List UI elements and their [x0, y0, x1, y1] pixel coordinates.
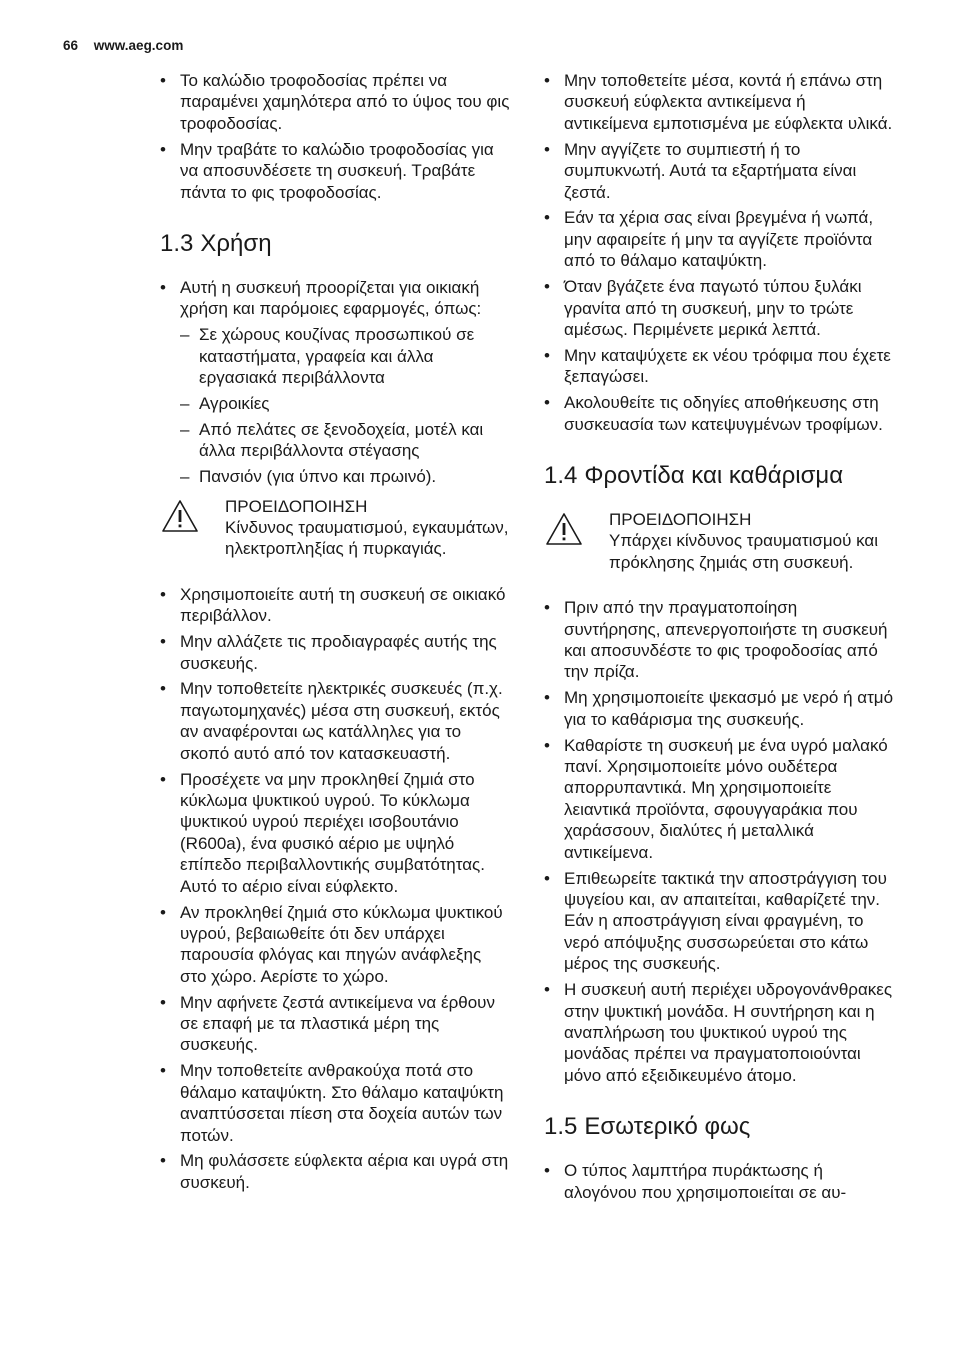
list-item: • Μην τοποθετείτε ανθρακούχα ποτά στο θάλαμο καταψύκτη. Στο θάλαμο καταψύκτη αναπτύσσεται πίεση στα δοχεία αυτών των ποτών. — [160, 1060, 510, 1146]
section-number: 1.4 — [544, 462, 578, 489]
list-item: • Μην αλλάζετε τις προδιαγραφές αυτής της συσκευής. — [160, 631, 510, 674]
warning-box — [160, 496, 510, 560]
list-item: • Αν προκληθεί ζημιά στο κύκλωμα ψυκτικού υγρού, βεβαιωθείτε ότι δεν υπάρχει παρουσία φλόγας και πηγών ανάφλεξης στο χώρο. Αερίστε το χώρο. — [160, 902, 510, 988]
sub-list-item: – Σε χώρους κουζίνας προσωπικού σε καταστήματα, γραφεία και άλλα εργασιακά περιβάλλοντα — [180, 324, 510, 388]
warning-triangle-icon — [160, 498, 200, 534]
list-item: • Μην τοποθετείτε μέσα, κοντά ή επάνω στη συσκευή εύφλεκτα αντικείμενα ή αντικείμενα εμποτισμένα με εύφλεκτα υλικά. — [544, 70, 894, 134]
section-heading-1-4 — [544, 462, 894, 490]
section-title: Εσωτερικό φως — [584, 1113, 751, 1141]
warning-title: ΠΡΟΕΙΔΟΠΟΙΗΣΗ — [609, 510, 752, 529]
safety-list — [544, 70, 894, 435]
list-item: • Μην αγγίζετε το συμπιεστή ή το συμπυκνωτή. Αυτά τα εξαρτήματα είναι ζεστά. — [544, 139, 894, 203]
warning-box — [544, 509, 894, 573]
sub-list-item: – Πανσιόν (για ύπνο και πρωινό). — [180, 466, 510, 487]
section-title: Χρήση — [200, 229, 272, 257]
section-number: 1.3 — [160, 229, 194, 257]
warning-title: ΠΡΟΕΙΔΟΠΟΙΗΣΗ — [225, 496, 368, 516]
list-item: • Μη χρησιμοποιείτε ψεκασμό με νερό ή ατμό για το καθάρισμα της συσκευής. — [544, 687, 894, 730]
right-column — [544, 70, 894, 1207]
warning-text: Κίνδυνος τραυματισμού, εγκαυμάτων, ηλεκτροπληξίας ή πυρκαγιάς. — [225, 518, 509, 559]
section-number: 1.5 — [544, 1113, 578, 1141]
usage-list — [160, 277, 510, 320]
page-number: 66 — [63, 38, 79, 53]
list-item: • Προσέχετε να μην προκληθεί ζημιά στο κύκλωμα ψυκτικού υγρού. Το κύκλωμα ψυκτικού υγρού περιέχει ισοβουτάνιο (R600a), ένα φυσικό αέριο με υψηλό επίπεδο περιβαλλοντικής συμβατότητας. Αυτό το αέριο είναι εύφλεκτο. — [160, 769, 510, 897]
list-item: • Ο τύπος λαμπτήρα πυράκτωσης ή αλογόνου που χρησιμοποιείται σε αυ- — [544, 1160, 894, 1203]
section-heading-1-5 — [544, 1113, 894, 1141]
list-item: • Η συσκευή αυτή περιέχει υδρογονάνθρακες στην ψυκτική μονάδα. Η συντήρηση και η αναπλήρωση του ψυκτικού υγρού της μονάδας πρέπει να πραγματοποιούνται μόνο από εξειδικευμένο άτομο. — [544, 979, 894, 1086]
usage-rules-list — [160, 584, 510, 1193]
list-item: • Επιθεωρείτε τακτικά την αποστράγγιση του ψυγείου και, αν απαιτείται, καθαρίζετέ την. Εάν η αποστράγγιση είναι φραγμένη, το νερό απόψυξης συσσωρεύεται στο κάτω μέρος της συσκευής. — [544, 868, 894, 975]
left-column — [160, 70, 510, 1198]
list-item: • Μη φυλάσσετε εύφλεκτα αέρια και υγρά στη συσκευή. — [160, 1150, 510, 1193]
page-header — [63, 38, 183, 53]
list-item: • Εάν τα χέρια σας είναι βρεγμένα ή νωπά, μην αφαιρείτε ή μην τα αγγίζετε προϊόντα από το θάλαμο καταψύκτη. — [544, 207, 894, 271]
list-item: • Χρησιμοποιείτε αυτή τη συσκευή σε οικιακό περιβάλλον. — [160, 584, 510, 627]
sub-list-item: – Από πελάτες σε ξενοδοχεία, μοτέλ και άλλα περιβάλλοντα στέγασης — [180, 419, 510, 462]
list-item: • Αυτή η συσκευή προορίζεται για οικιακή χρήση και παρόμοιες εφαρμογές, όπως: — [160, 277, 510, 320]
list-item: • Μην τραβάτε το καλώδιο τροφοδοσίας για να αποσυνδέσετε τη συσκευή. Τραβάτε πάντα το φις τροφοδοσίας. — [160, 139, 510, 203]
list-item: • Μην τοποθετείτε ηλεκτρικές συσκευές (π.χ. παγωτομηχανές) μέσα στη συσκευή, εκτός αν αναφέρονται ως κατάλληλες για το σκοπό αυτό από τον κατασκευαστή. — [160, 678, 510, 764]
list-item: • Το καλώδιο τροφοδοσίας πρέπει να παραμένει χαμηλότερα από το ύψος του φις τροφοδοσίας. — [160, 70, 510, 134]
website-url[interactable]: www.aeg.com — [93, 38, 184, 53]
lighting-list — [544, 1160, 894, 1203]
section-heading-1-3 — [160, 230, 510, 258]
warning-triangle-icon — [544, 511, 584, 547]
sub-list-item: – Αγροικίες — [180, 393, 510, 414]
warning-text: Υπάρχει κίνδυνος τραυματισμού και πρόκλησης ζημιάς στη συσκευή. — [609, 531, 879, 572]
intro-list — [160, 70, 510, 203]
usage-sub-list — [180, 324, 510, 487]
list-item: • Καθαρίστε τη συσκευή με ένα υγρό μαλακό πανί. Χρησιμοποιείτε μόνο ουδέτερα απορρυπαντικά. Μη χρησιμοποιείτε λειαντικά προϊόντα, σφουγγαράκια που χαράσσουν, διαλύτες ή μεταλλικά αντικείμενα. — [544, 735, 894, 863]
section-title: Φροντίδα και καθάρισμα — [584, 462, 844, 489]
list-item: • Ακολουθείτε τις οδηγίες αποθήκευσης στη συσκευασία των κατεψυγμένων τροφίμων. — [544, 392, 894, 435]
list-item: • Μην καταψύχετε εκ νέου τρόφιμα που έχετε ξεπαγώσει. — [544, 345, 894, 388]
list-item: • Πριν από την πραγματοποίηση συντήρησης, απενεργοποιήστε τη συσκευή και αποσυνδέστε το φις τροφοδοσίας από την πρίζα. — [544, 597, 894, 683]
list-item: • Όταν βγάζετε ένα παγωτό τύπου ξυλάκι γρανίτα από τη συσκευή, μην το τρώτε αμέσως. Περιμένετε μερικά λεπτά. — [544, 276, 894, 340]
cleaning-list — [544, 597, 894, 1086]
list-item: • Μην αφήνετε ζεστά αντικείμενα να έρθουν σε επαφή με τα πλαστικά μέρη της συσκευής. — [160, 992, 510, 1056]
